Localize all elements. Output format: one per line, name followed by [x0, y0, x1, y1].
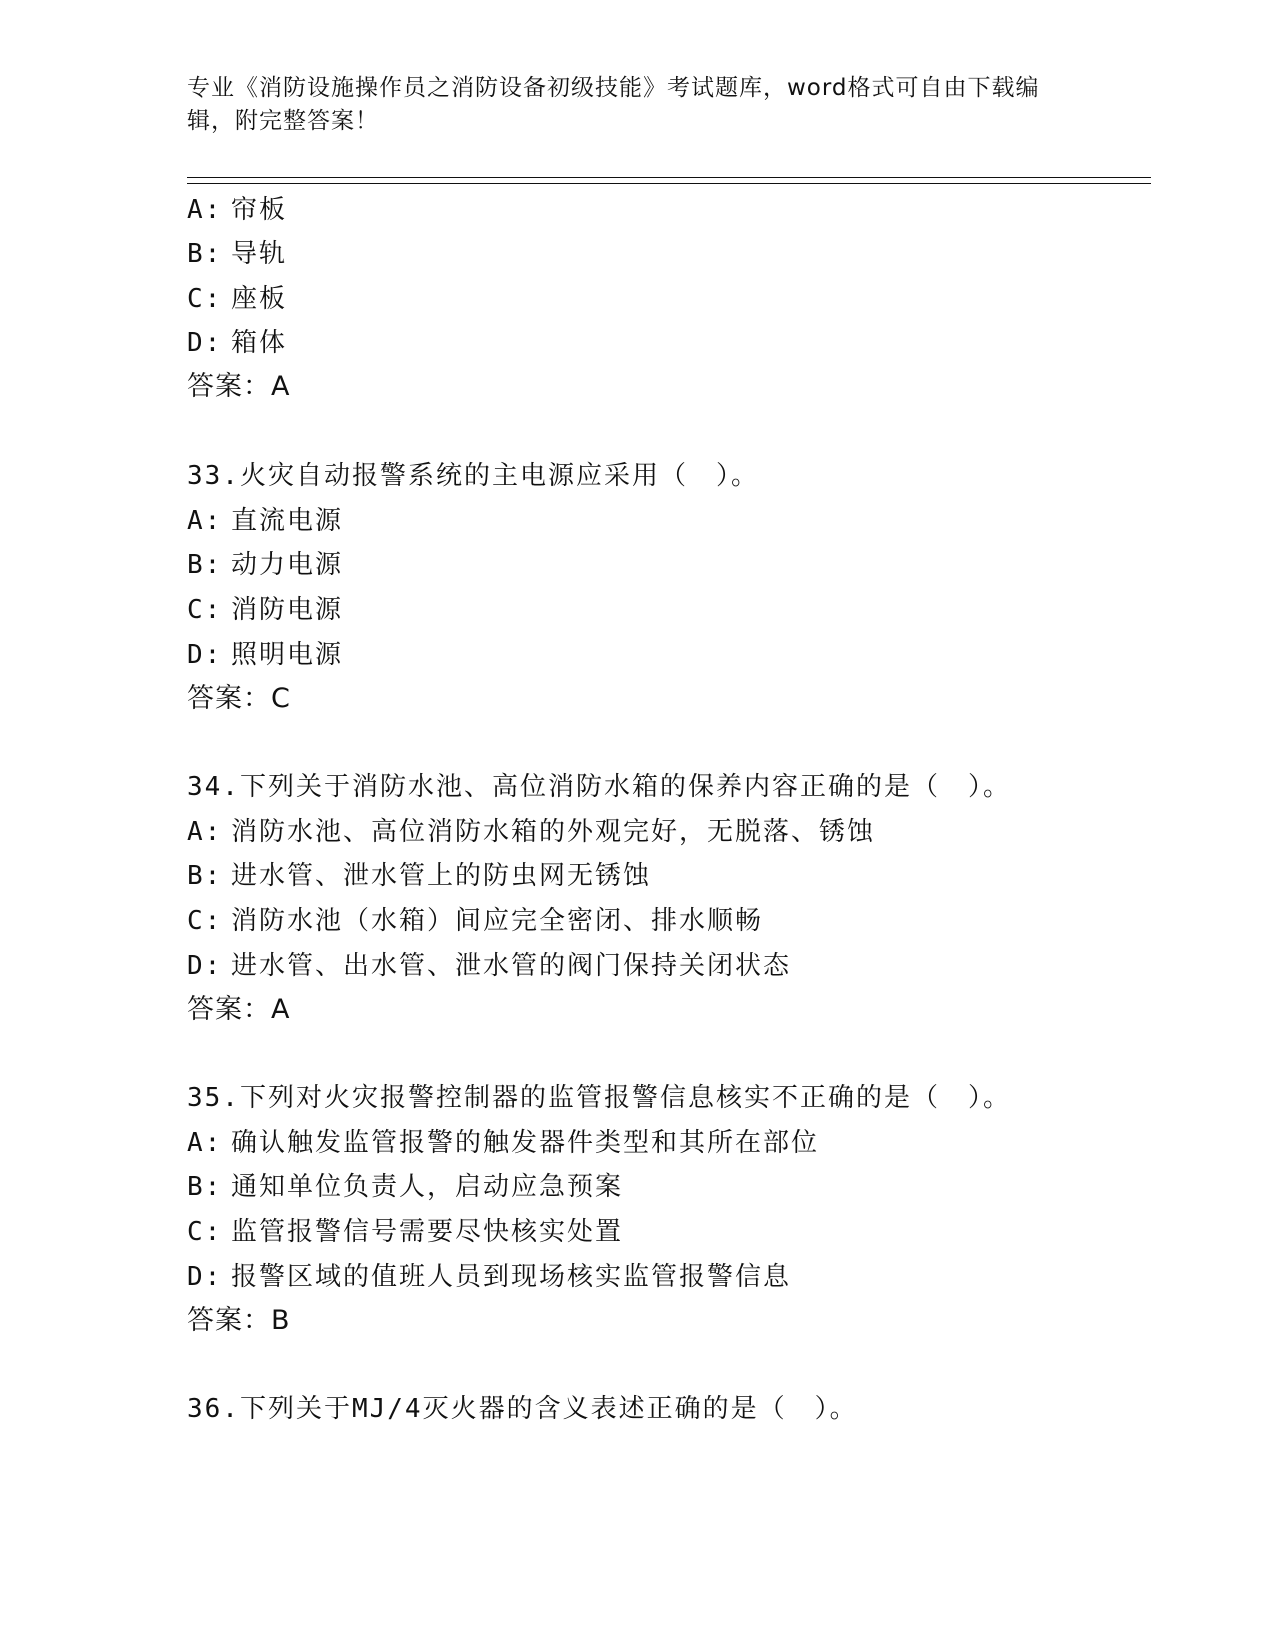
option-key: A:	[187, 1128, 223, 1158]
option-text: 确认触发监管报警的触发器件类型和其所在部位	[231, 1128, 820, 1158]
option-text: 报警区域的值班人员到现场核实监管报警信息	[231, 1262, 792, 1292]
option-text: 动力电源	[231, 550, 344, 580]
q34-answer: 答案：A	[187, 994, 291, 1025]
option-key: B:	[187, 239, 223, 269]
option-text: 帘板	[231, 195, 288, 225]
option-text: 进水管、泄水管上的防虫网无锈蚀	[231, 861, 652, 891]
q32-option-b	[187, 234, 287, 274]
document-header	[187, 72, 1087, 138]
q34-option-d	[187, 946, 791, 986]
option-key: C:	[187, 1217, 223, 1247]
option-key: A:	[187, 195, 223, 225]
option-text: 箱体	[231, 328, 288, 358]
q34-option-c	[187, 901, 763, 941]
header-line-2: 辑，附完整答案！	[187, 108, 379, 134]
q33-answer: 答案：C	[187, 683, 291, 714]
header-line-1: 专业《消防设施操作员之消防设备初级技能》考试题库，word格式可自由下载编	[187, 75, 1040, 101]
option-text: 进水管、出水管、泄水管的阀门保持关闭状态	[231, 951, 792, 981]
q35-option-d	[187, 1257, 791, 1297]
option-text: 直流电源	[231, 506, 344, 536]
option-key: D:	[187, 328, 223, 358]
option-key: C:	[187, 906, 223, 936]
q35-answer: 答案：B	[187, 1305, 291, 1336]
q33-option-b	[187, 545, 343, 585]
option-key: D:	[187, 951, 223, 981]
q33-option-c	[187, 590, 343, 630]
option-key: B:	[187, 1172, 223, 1202]
q34-option-a	[187, 812, 875, 852]
q32-option-c	[187, 279, 287, 319]
q36-stem: 36.下列关于MJ/4灭火器的含义表述正确的是（ ）。	[187, 1394, 858, 1424]
q32-answer: 答案：A	[187, 371, 291, 402]
option-text: 导轨	[231, 239, 288, 269]
q32-option-d	[187, 323, 287, 363]
q35-option-c	[187, 1212, 623, 1252]
option-key: C:	[187, 595, 223, 625]
option-text: 消防电源	[231, 595, 344, 625]
q35-option-a	[187, 1123, 819, 1163]
option-text: 消防水池（水箱）间应完全密闭、排水顺畅	[231, 906, 764, 936]
option-key: C:	[187, 284, 223, 314]
q33-option-d	[187, 635, 343, 675]
header-rule-bottom	[187, 183, 1151, 184]
q35-option-b	[187, 1167, 623, 1207]
option-text: 监管报警信号需要尽快核实处置	[231, 1217, 624, 1247]
option-key: B:	[187, 550, 223, 580]
option-key: D:	[187, 640, 223, 670]
option-text: 通知单位负责人，启动应急预案	[231, 1172, 624, 1202]
option-key: B:	[187, 861, 223, 891]
q34-option-b	[187, 856, 651, 896]
header-rule-top	[187, 177, 1151, 178]
q34-stem: 34.下列关于消防水池、高位消防水箱的保养内容正确的是（ ）。	[187, 772, 1011, 802]
option-key: A:	[187, 817, 223, 847]
option-text: 消防水池、高位消防水箱的外观完好，无脱落、锈蚀	[231, 817, 876, 847]
option-text: 座板	[231, 284, 288, 314]
option-key: A:	[187, 506, 223, 536]
q35-stem: 35.下列对火灾报警控制器的监管报警信息核实不正确的是（ ）。	[187, 1083, 1011, 1113]
q32-option-a	[187, 190, 287, 230]
q33-option-a	[187, 501, 343, 541]
option-key: D:	[187, 1262, 223, 1292]
option-text: 照明电源	[231, 640, 344, 670]
q33-stem: 33.火灾自动报警系统的主电源应采用（ ）。	[187, 461, 759, 491]
